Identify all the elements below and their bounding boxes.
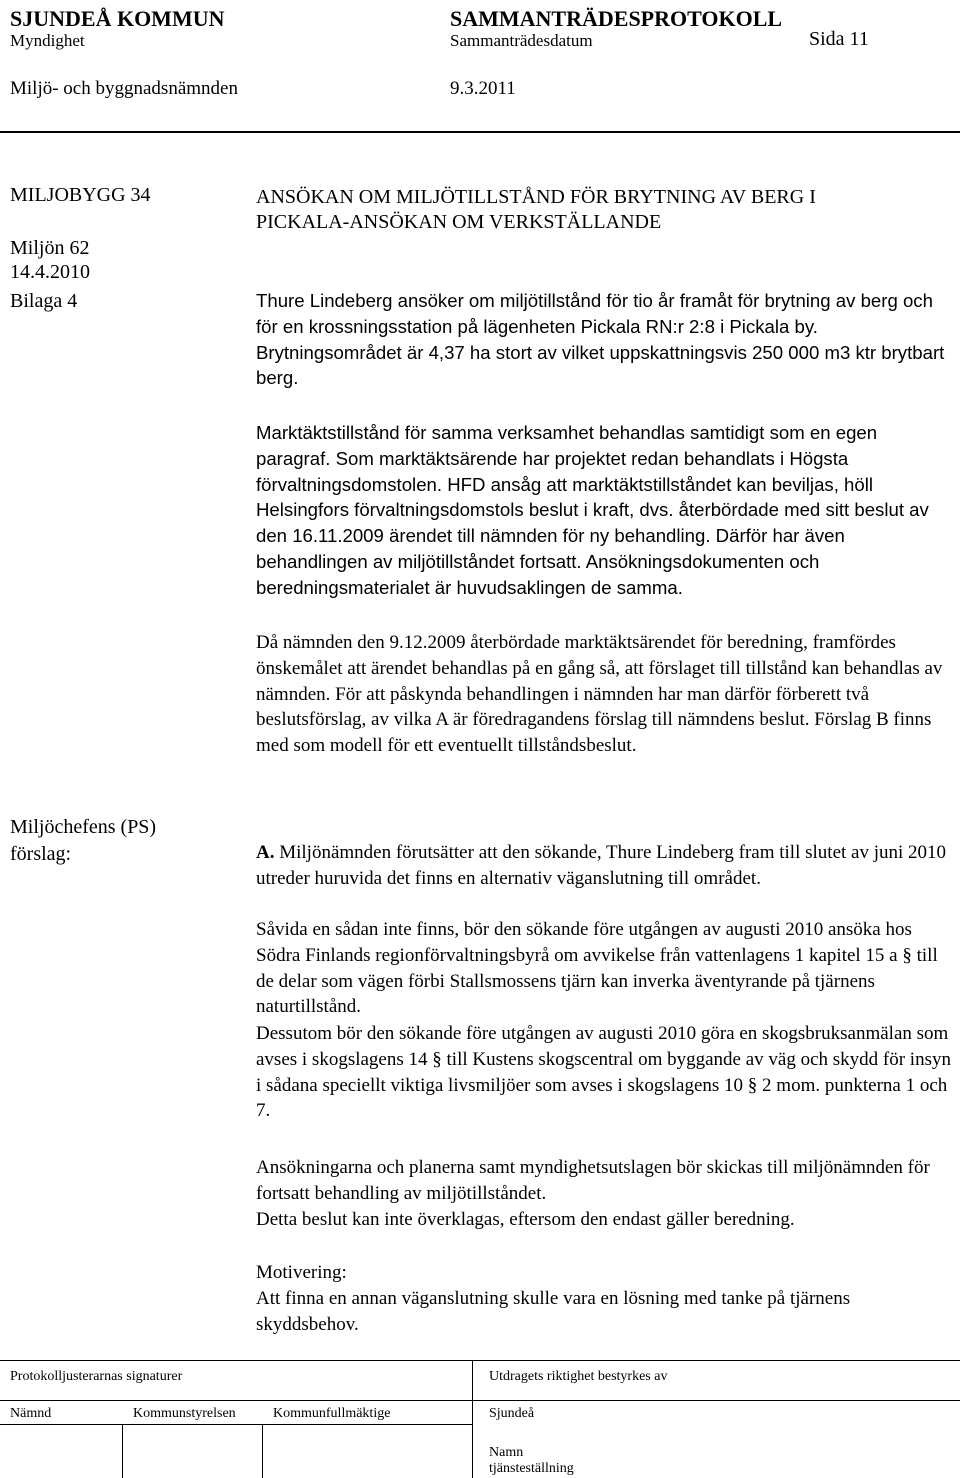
footer-place: Sjundeå [489, 1406, 535, 1421]
proposal-a-text: Miljönämnden förutsätter att den sökande, Thure Lindeberg fram till slutet av juni 2010 utreder huruvida det finns en alternativ väganslutning till området. [256, 842, 947, 889]
paragraph-proposal-a [256, 840, 956, 892]
footer-col-kommunstyrelsen: Kommunstyrelsen [133, 1406, 236, 1421]
paragraph-applications: Ansökningarna och planerna samt myndighetsutslagen bör skickas till miljönämnden för fortsatt behandling av miljötillståndet. [256, 1157, 930, 1204]
footer-col-kommunfullmaktige: Kommunfullmäktige [273, 1406, 391, 1421]
ref-date: 14.4.2010 [10, 261, 90, 283]
paragraph-beredning: Då nämnden den 9.12.2009 återbördade marktäktsärendet för beredning, framfördes önskemålet att ärendet behandlas på en gång så, att förslaget till tillstånd kan behandlas av nämnden. För att påskynda behandlingen i nämnden har man därför förberett två beslutsförslag, av vilka A är föredragandens förslag till nämndens beslut. Förslag B finns med som modell för ett eventuellt tillståndsbeslut. [256, 632, 943, 757]
verification-label: Utdragets riktighet bestyrkes av [489, 1369, 668, 1384]
motivering-label: Motivering: [256, 1262, 347, 1283]
footer-col-namnd: Nämnd [10, 1406, 52, 1421]
ref-miljon: Miljön 62 [10, 237, 90, 259]
case-title-line2: PICKALA-ANSÖKAN OM VERKSTÄLLANDE [256, 211, 662, 233]
doc-type: SAMMANTRÄDESPROTOKOLL [450, 6, 783, 31]
paragraph-no-appeal: Detta beslut kan inte överklagas, eftersom den endast gäller beredning. [256, 1209, 795, 1230]
footer-title-label: tjänsteställning [489, 1461, 574, 1476]
authority-label: Myndighet [10, 31, 85, 50]
header-rule [0, 131, 960, 133]
motivering-text: Att finna en annan väganslutning skulle vara en lösning med tanke på tjärnens skyddsbehov. [256, 1288, 851, 1335]
signatures-label: Protokolljusterarnas signaturer [10, 1369, 183, 1384]
authority-name: Miljö- och byggnadsnämnden [10, 78, 238, 99]
paragraph-proposal-a3: Dessutom bör den sökande före utgången av augusti 2010 göra en skogsbruksanmälan som avses i skogslagens 14 § till Kustens skogscentral om byggande av väg och skydd för insyn i sådana speciellt viktiga livsmiljöer som avses i skogslagens 10 § 2 mom. punkterna 1 och 7. [256, 1023, 951, 1122]
paragraph-marktakt: Marktäktstillstånd för samma verksamhet behandlas samtidigt som en egen paragraf. Som marktäktsärende har projektet redan behandlats i Högsta förvaltningsdomstolen. HFD ansåg att marktäktstillståndet kan beviljas, höll Helsingfors förvaltningsdomstols beslut i kraft, dvs. återbördade med sitt beslut av den 16.11.2009 ärendet till nämnden för ny behandling. Därför har även behandlingen av miljötillståndet fortsatt. Ansökningsdokumenten och beredningsmaterialet är huvudsaklingen de samma. [256, 422, 929, 598]
paragraph-proposal-a2: Såvida en sådan inte finns, bör den sökande före utgången av augusti 2010 ansöka hos Södra Finlands regionförvaltningsbyrå om avvikelse från vattenlagens 1 kapitel 15 a § till de delar som vägen förbi Stallsmossens tjärn kan inverka äventyrande på tjärnens naturtillstånd. [256, 919, 938, 1018]
date-label: Sammanträdesdatum [450, 31, 593, 50]
footer-col-divider-2 [262, 1424, 263, 1478]
proposal-a-marker: A. [256, 842, 275, 863]
proposal-label-2: förslag: [10, 843, 72, 865]
org-name: SJUNDEÅ KOMMUN [10, 6, 225, 31]
paragraph-application: Thure Lindeberg ansöker om miljötillstånd för tio år framåt för brytning av berg och för en krossningsstation på lägenheten Pickala RN:r 2:8 i Pickala by. Brytningsområdet är 4,37 ha stort av vilket uppskattningsvis 250 000 m3 ktr brytbart berg. [256, 290, 945, 389]
proposal-label-1: Miljöchefens (PS) [10, 816, 157, 838]
page-number: Sida 11 [809, 28, 869, 50]
footer-sig-rule [0, 1424, 472, 1425]
footer-name-label: Namn [489, 1445, 524, 1460]
footer-top-rule [0, 1360, 960, 1361]
footer-mid-rule [0, 1400, 960, 1401]
ref-miljobygg: MILJOBYGG 34 [10, 184, 151, 206]
footer-col-divider-1 [122, 1424, 123, 1478]
footer-divider-vertical [472, 1360, 473, 1478]
ref-bilaga: Bilaga 4 [10, 290, 78, 312]
meeting-date: 9.3.2011 [450, 78, 516, 99]
case-title-line1: ANSÖKAN OM MILJÖTILLSTÅND FÖR BRYTNING AV BERG I [256, 186, 816, 208]
